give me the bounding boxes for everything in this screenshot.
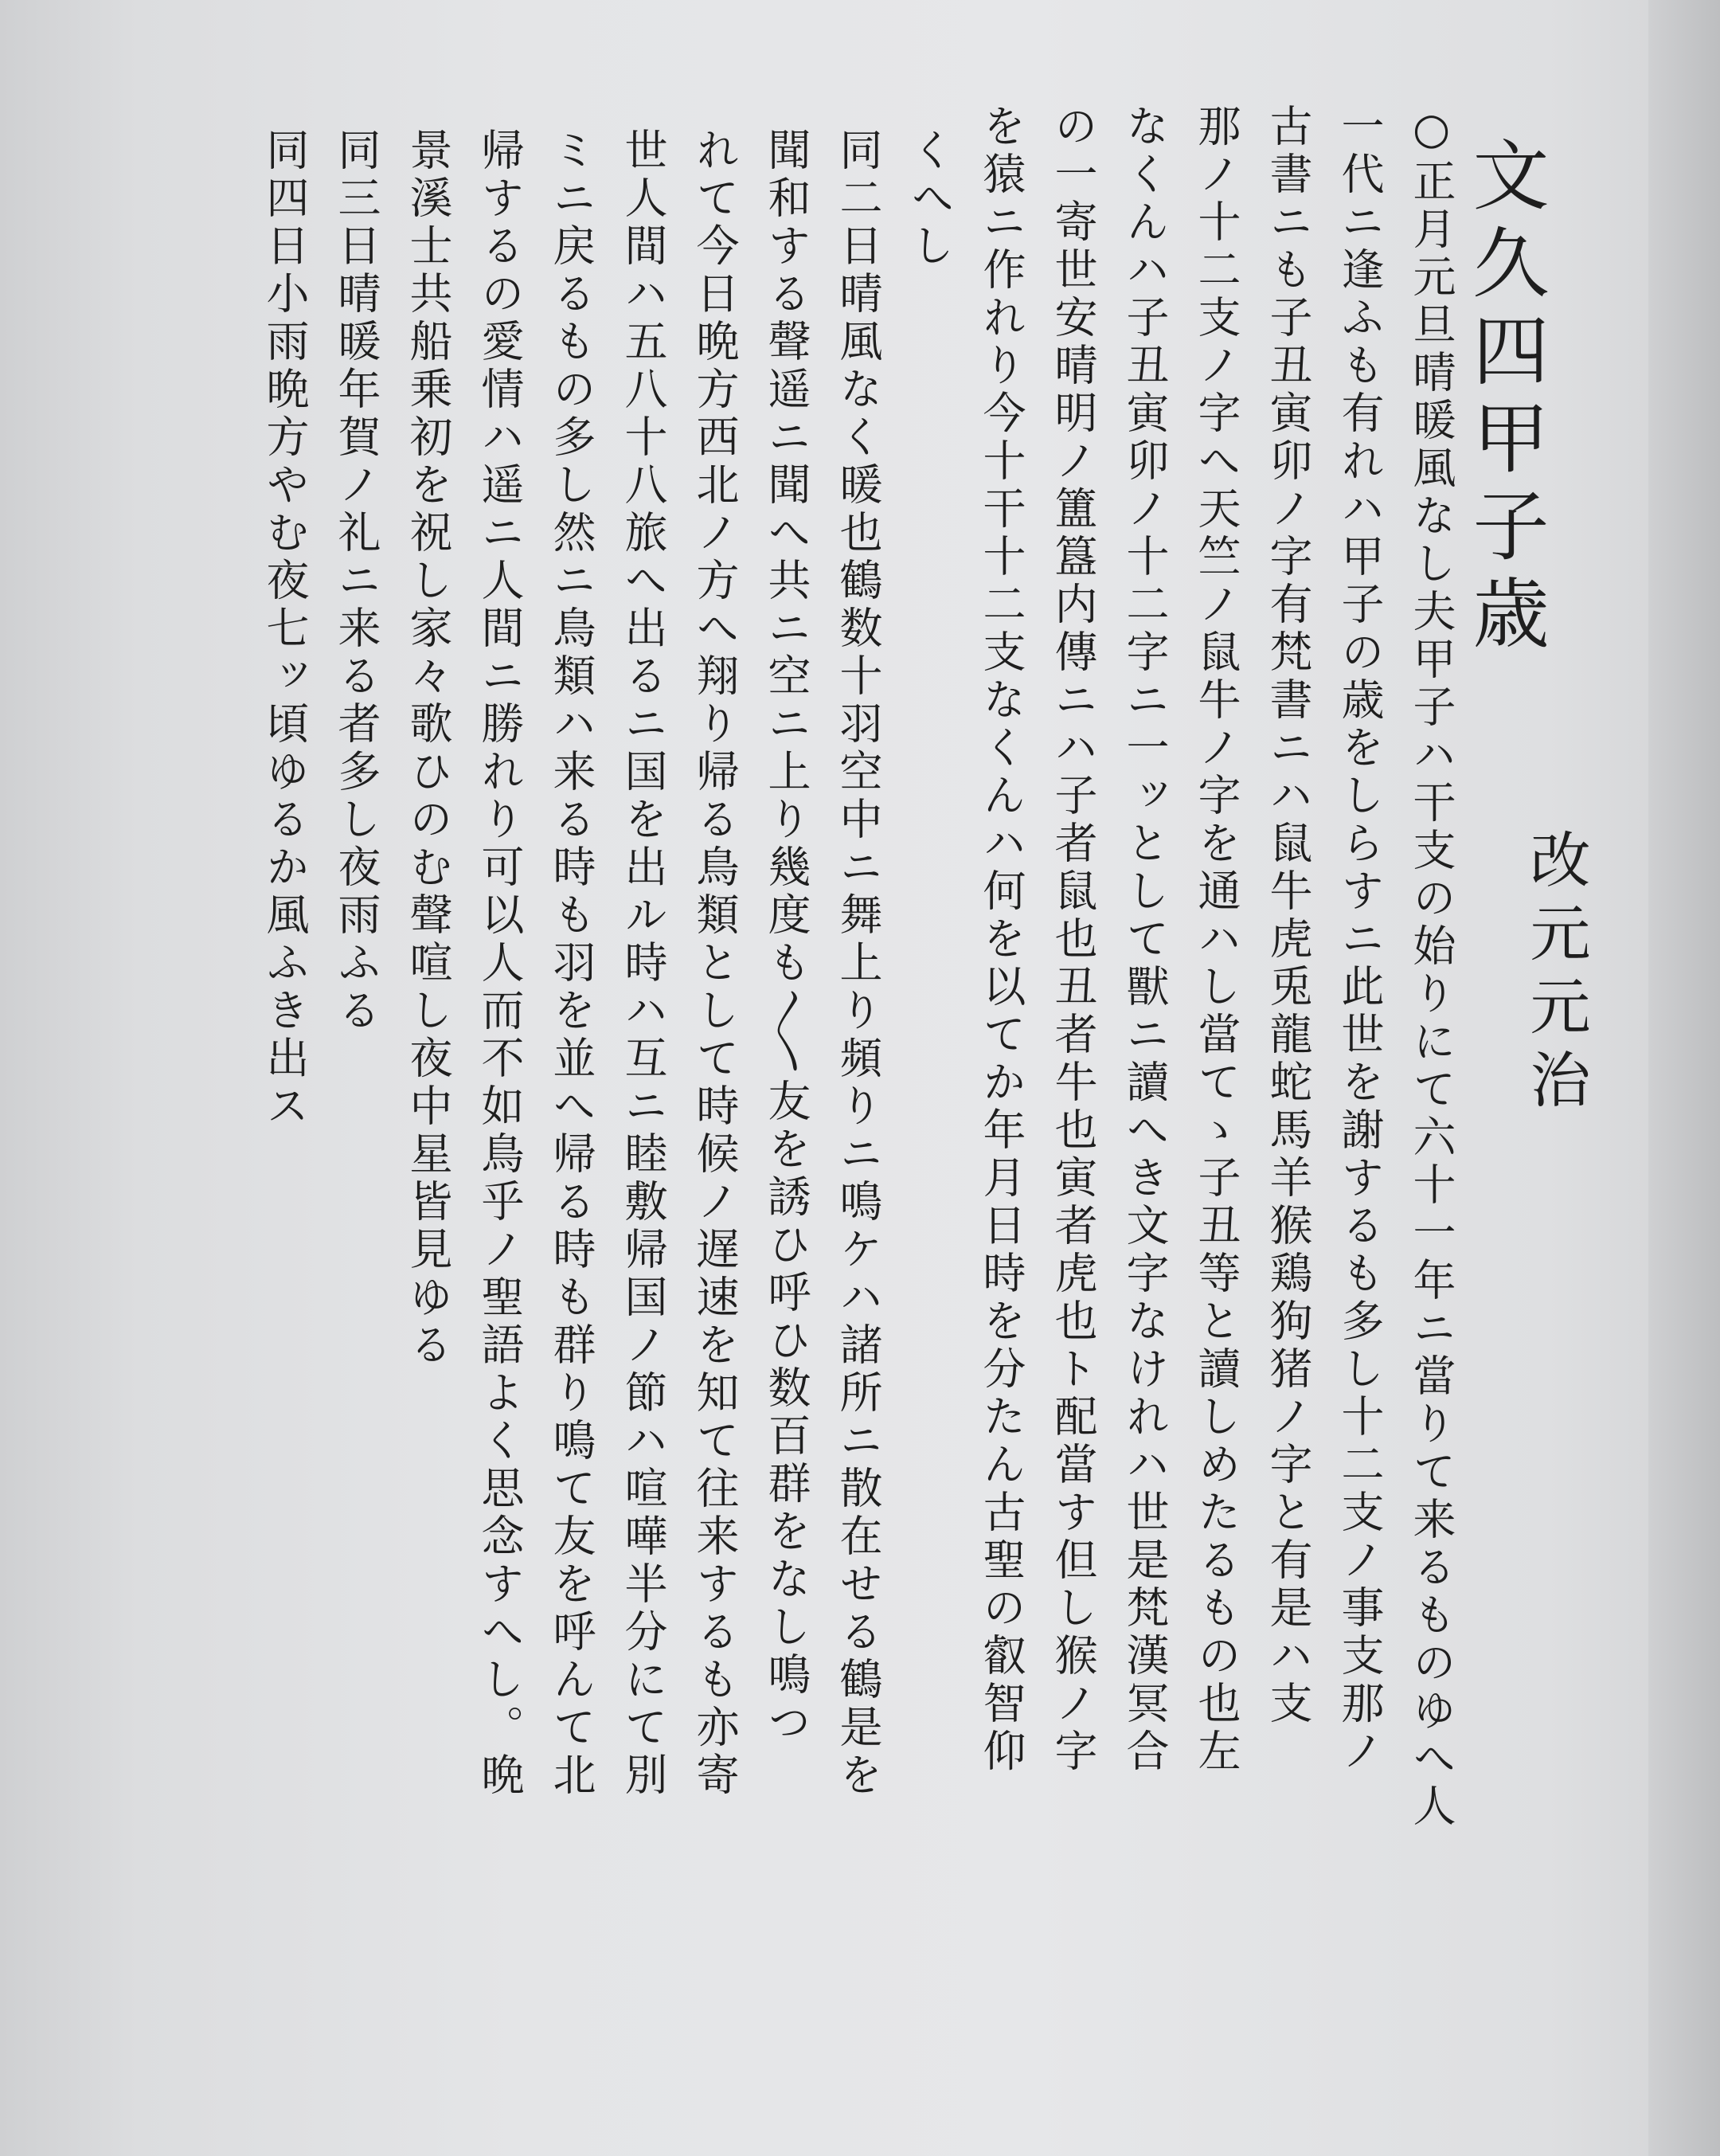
text-column: を猿ニ作れり今十干十二支なくんハ何を以てか年月日時を分たん古聖の叡智仰 [976, 104, 1026, 1776]
era-name-heading: 改元元治 [1520, 828, 1591, 1121]
text-column: 同二日晴風なく暖也鶴数十羽空中ニ舞上り頻りニ鳴ケハ諸所ニ散在せる鶴是を [833, 127, 883, 1800]
text-column: の一寄世安晴明ノ簠簋内傳ニハ子者鼠也丑者牛也寅者虎也ト配當す但し猴ノ字 [1048, 104, 1098, 1776]
text-column: 同三日晴暖年賀ノ礼ニ来る者多し夜雨ふる [331, 127, 381, 1035]
text-column: れて今日晩方西北ノ方へ翔り帰る鳥類として時候ノ遅速を知て往来するも亦寄 [690, 127, 740, 1800]
text-column: 那ノ十二支ノ字へ天竺ノ鼠牛ノ字を通ハし當てゝ子丑等と讀しめたるもの也左 [1191, 104, 1241, 1776]
text-column: 一代ニ逢ふも有れハ甲子の歳をしらすニ此世を謝するも多し十二支ノ事支那ノ [1335, 104, 1385, 1776]
text-column: 帰するの愛情ハ遥ニ人間ニ勝れり可以人而不如鳥乎ノ聖語よく思念すへし。晩 [475, 127, 525, 1800]
text-column: 世人間ハ五八十八旅へ出るニ国を出ル時ハ互ニ睦敷帰国ノ節ハ喧嘩半分にて別 [618, 127, 668, 1800]
text-column: ミニ戻るもの多し然ニ鳥類ハ来る時も羽を並へ帰る時も群り鳴て友を呼んて北 [546, 127, 596, 1800]
text-column: 景溪士共船乗初を祝し家々歌ひのむ聲喧し夜中星皆見ゆる [403, 127, 453, 1370]
text-column: 古書ニも子丑寅卯ノ字有梵書ニハ鼠牛虎兎龍蛇馬羊猴鶏狗猪ノ字と有是ハ支 [1263, 104, 1313, 1728]
text-column: 聞和する聲遥ニ聞へ共ニ空ニ上り幾度も〳〵友を誘ひ呼ひ数百群をなし鳴つ [761, 127, 811, 1747]
text-column: ○正月元旦晴暖風なし夫甲子ハ干支の始りにて六十一年ニ當りて来るものゆへ人 [1406, 104, 1456, 1831]
text-column: なくんハ子丑寅卯ノ十二字ニ一ッとして獸ニ讀へき文字なけれハ世是梵漢冥合 [1120, 104, 1170, 1776]
text-column: くへし [905, 127, 955, 271]
text-column: 同四日小雨晩方やむ夜七ッ頃ゆるか風ふき出ス [260, 127, 310, 1131]
page-edge [1648, 0, 1720, 2156]
page-title: 文久四甲子歳 [1460, 135, 1550, 661]
